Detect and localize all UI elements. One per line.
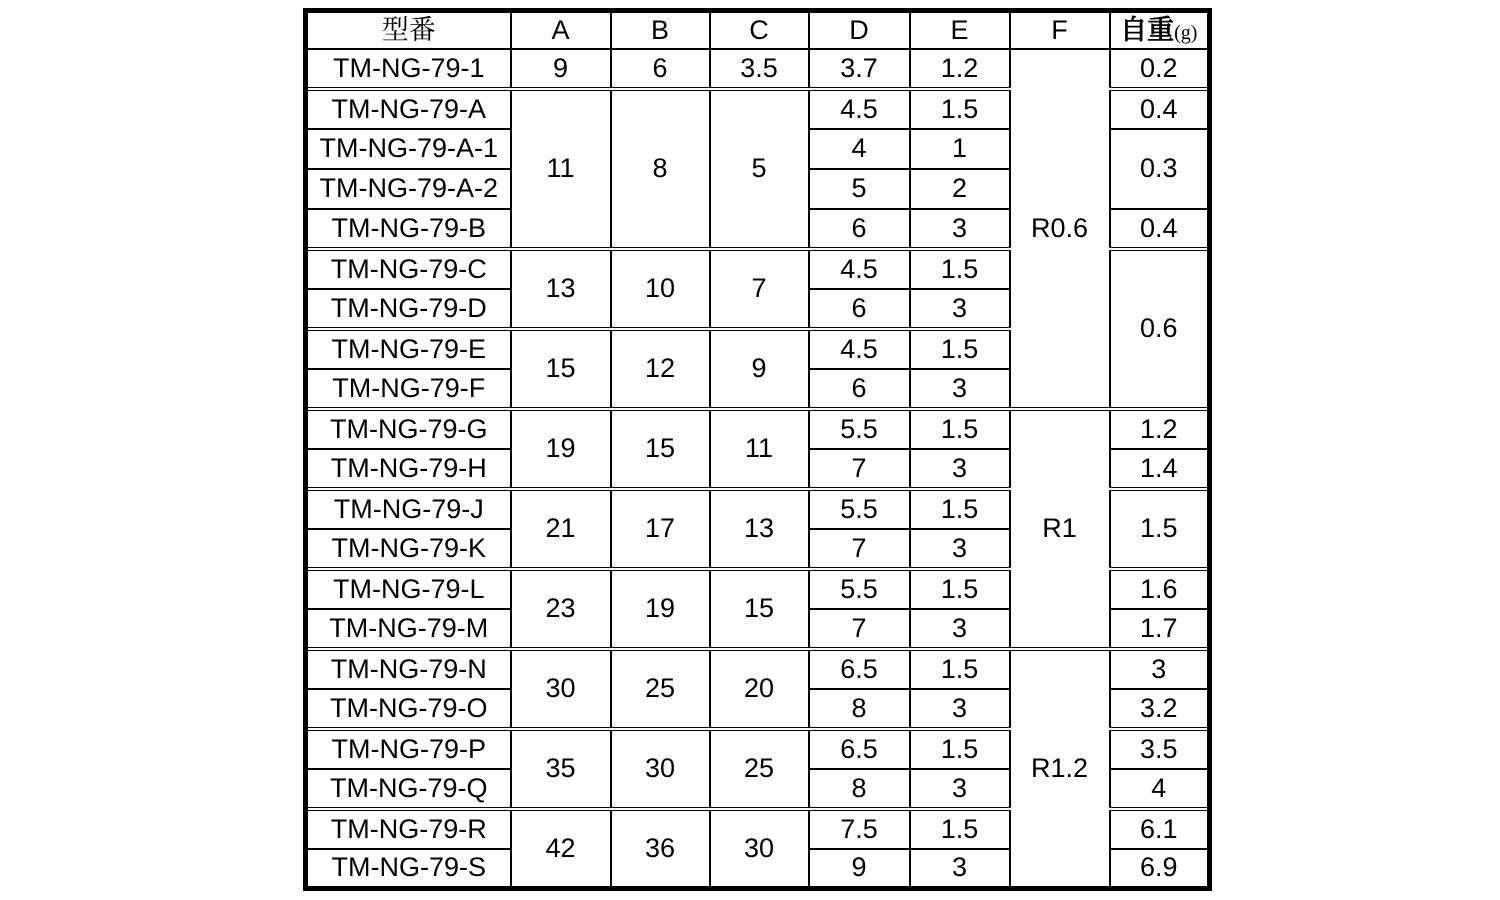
col-header-e: E bbox=[910, 11, 1010, 49]
weight-label: 自重 bbox=[1120, 14, 1175, 45]
table-row bbox=[306, 649, 1210, 689]
dim-c-cell: 15 bbox=[710, 569, 809, 649]
model-cell: TM-NG-79-Q bbox=[306, 769, 511, 809]
dim-d-cell: 7.5 bbox=[809, 809, 910, 849]
dim-d-cell: 4.5 bbox=[809, 329, 910, 369]
weight-cell: 0.2 bbox=[1110, 49, 1210, 89]
dim-e-cell: 3 bbox=[910, 369, 1010, 409]
table-row bbox=[306, 49, 1210, 89]
weight-cell: 1.2 bbox=[1110, 409, 1210, 449]
dim-e-cell: 3 bbox=[910, 849, 1010, 889]
dim-e-cell: 1.5 bbox=[910, 329, 1010, 369]
dim-f-cell: R1.2 bbox=[1010, 649, 1110, 889]
weight-cell: 1.4 bbox=[1110, 449, 1210, 489]
dim-c-cell: 20 bbox=[710, 649, 809, 729]
weight-cell: 0.4 bbox=[1110, 209, 1210, 249]
dim-c-cell: 9 bbox=[710, 329, 809, 409]
col-header-weight bbox=[1110, 11, 1210, 49]
weight-cell: 1.7 bbox=[1110, 609, 1210, 649]
model-cell: TM-NG-79-N bbox=[306, 649, 511, 689]
weight-cell: 4 bbox=[1110, 769, 1210, 809]
dim-d-cell: 5.5 bbox=[809, 569, 910, 609]
dim-d-cell: 6 bbox=[809, 369, 910, 409]
model-cell: TM-NG-79-P bbox=[306, 729, 511, 769]
dim-a-cell: 9 bbox=[511, 49, 611, 89]
weight-cell: 1.5 bbox=[1110, 489, 1210, 569]
dim-b-cell: 30 bbox=[611, 729, 710, 809]
dim-d-cell: 5.5 bbox=[809, 409, 910, 449]
dim-a-cell: 42 bbox=[511, 809, 611, 889]
spec-table bbox=[303, 8, 1212, 891]
dim-e-cell: 1.5 bbox=[910, 249, 1010, 289]
dim-c-cell: 30 bbox=[710, 809, 809, 889]
dim-d-cell: 4.5 bbox=[809, 89, 910, 129]
model-cell: TM-NG-79-A-1 bbox=[306, 129, 511, 169]
dim-d-cell: 3.7 bbox=[809, 49, 910, 89]
dim-b-cell: 15 bbox=[611, 409, 710, 489]
weight-cell: 6.1 bbox=[1110, 809, 1210, 849]
dim-d-cell: 4.5 bbox=[809, 249, 910, 289]
model-cell: TM-NG-79-O bbox=[306, 689, 511, 729]
weight-cell: 0.3 bbox=[1110, 129, 1210, 209]
col-header-c: C bbox=[710, 11, 809, 49]
dim-e-cell: 2 bbox=[910, 169, 1010, 209]
dim-a-cell: 35 bbox=[511, 729, 611, 809]
dim-e-cell: 1.5 bbox=[910, 489, 1010, 529]
model-cell: TM-NG-79-L bbox=[306, 569, 511, 609]
dim-e-cell: 1.5 bbox=[910, 89, 1010, 129]
model-cell: TM-NG-79-S bbox=[306, 849, 511, 889]
col-header-d: D bbox=[809, 11, 910, 49]
dim-c-cell: 13 bbox=[710, 489, 809, 569]
dim-e-cell: 1 bbox=[910, 129, 1010, 169]
model-cell: TM-NG-79-F bbox=[306, 369, 511, 409]
dim-b-cell: 19 bbox=[611, 569, 710, 649]
col-header-model: 型番 bbox=[306, 11, 511, 49]
weight-cell: 3.2 bbox=[1110, 689, 1210, 729]
col-header-f: F bbox=[1010, 11, 1110, 49]
model-cell: TM-NG-79-M bbox=[306, 609, 511, 649]
header-row bbox=[306, 11, 1210, 49]
model-cell: TM-NG-79-A-2 bbox=[306, 169, 511, 209]
dim-b-cell: 12 bbox=[611, 329, 710, 409]
dim-c-cell: 7 bbox=[710, 249, 809, 329]
dim-e-cell: 3 bbox=[910, 609, 1010, 649]
model-cell: TM-NG-79-R bbox=[306, 809, 511, 849]
dim-e-cell: 3 bbox=[910, 209, 1010, 249]
model-cell: TM-NG-79-G bbox=[306, 409, 511, 449]
dim-f-cell: R1 bbox=[1010, 409, 1110, 649]
dim-c-cell: 25 bbox=[710, 729, 809, 809]
dim-d-cell: 8 bbox=[809, 769, 910, 809]
dim-e-cell: 1.5 bbox=[910, 729, 1010, 769]
dim-b-cell: 36 bbox=[611, 809, 710, 889]
dim-a-cell: 23 bbox=[511, 569, 611, 649]
dim-a-cell: 21 bbox=[511, 489, 611, 569]
dim-a-cell: 30 bbox=[511, 649, 611, 729]
model-cell: TM-NG-79-K bbox=[306, 529, 511, 569]
dim-d-cell: 7 bbox=[809, 529, 910, 569]
dim-d-cell: 6 bbox=[809, 209, 910, 249]
dim-d-cell: 4 bbox=[809, 129, 910, 169]
model-cell: TM-NG-79-J bbox=[306, 489, 511, 529]
dim-e-cell: 1.2 bbox=[910, 49, 1010, 89]
dim-b-cell: 25 bbox=[611, 649, 710, 729]
dim-d-cell: 7 bbox=[809, 449, 910, 489]
dim-d-cell: 7 bbox=[809, 609, 910, 649]
dim-e-cell: 3 bbox=[910, 769, 1010, 809]
model-cell: TM-NG-79-E bbox=[306, 329, 511, 369]
dim-c-cell: 3.5 bbox=[710, 49, 809, 89]
weight-cell: 3.5 bbox=[1110, 729, 1210, 769]
dim-a-cell: 19 bbox=[511, 409, 611, 489]
dim-d-cell: 6.5 bbox=[809, 729, 910, 769]
dim-d-cell: 8 bbox=[809, 689, 910, 729]
col-header-a: A bbox=[511, 11, 611, 49]
col-header-b: B bbox=[611, 11, 710, 49]
dim-b-cell: 8 bbox=[611, 89, 710, 249]
weight-cell: 6.9 bbox=[1110, 849, 1210, 889]
dim-b-cell: 10 bbox=[611, 249, 710, 329]
weight-cell: 3 bbox=[1110, 649, 1210, 689]
model-cell: TM-NG-79-A bbox=[306, 89, 511, 129]
dim-e-cell: 3 bbox=[910, 529, 1010, 569]
dim-e-cell: 3 bbox=[910, 289, 1010, 329]
dim-c-cell: 11 bbox=[710, 409, 809, 489]
model-cell: TM-NG-79-C bbox=[306, 249, 511, 289]
dim-a-cell: 13 bbox=[511, 249, 611, 329]
model-cell: TM-NG-79-H bbox=[306, 449, 511, 489]
weight-unit-label: (g) bbox=[1174, 21, 1198, 44]
dim-e-cell: 1.5 bbox=[910, 409, 1010, 449]
dim-d-cell: 6.5 bbox=[809, 649, 910, 689]
dim-d-cell: 5 bbox=[809, 169, 910, 209]
dim-a-cell: 11 bbox=[511, 89, 611, 249]
dim-b-cell: 6 bbox=[611, 49, 710, 89]
table-row bbox=[306, 409, 1210, 449]
dim-b-cell: 17 bbox=[611, 489, 710, 569]
model-cell: TM-NG-79-B bbox=[306, 209, 511, 249]
dim-e-cell: 3 bbox=[910, 689, 1010, 729]
dim-e-cell: 1.5 bbox=[910, 569, 1010, 609]
dim-d-cell: 6 bbox=[809, 289, 910, 329]
model-cell: TM-NG-79-1 bbox=[306, 49, 511, 89]
dim-e-cell: 3 bbox=[910, 449, 1010, 489]
dim-e-cell: 1.5 bbox=[910, 649, 1010, 689]
dim-a-cell: 15 bbox=[511, 329, 611, 409]
weight-cell: 0.4 bbox=[1110, 89, 1210, 129]
dim-d-cell: 9 bbox=[809, 849, 910, 889]
weight-cell: 0.6 bbox=[1110, 249, 1210, 409]
model-cell: TM-NG-79-D bbox=[306, 289, 511, 329]
dim-d-cell: 5.5 bbox=[809, 489, 910, 529]
weight-cell: 1.6 bbox=[1110, 569, 1210, 609]
dim-f-cell: R0.6 bbox=[1010, 49, 1110, 409]
dim-e-cell: 1.5 bbox=[910, 809, 1010, 849]
dim-c-cell: 5 bbox=[710, 89, 809, 249]
